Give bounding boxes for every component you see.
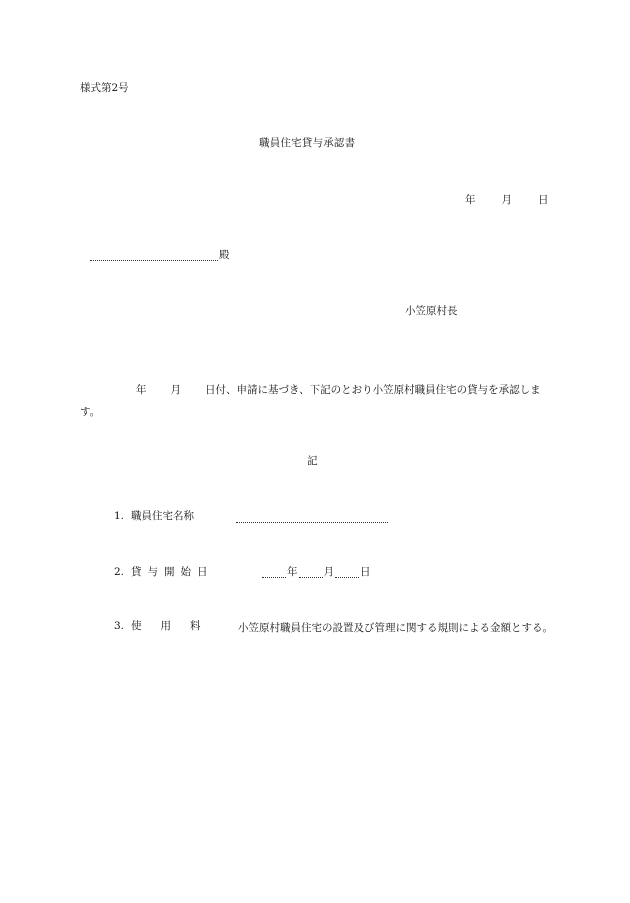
item-2-label-char: 開: [164, 566, 175, 578]
item-2-day-label: 日: [360, 566, 371, 578]
item-2-year-blank: [262, 569, 286, 578]
date-year-label: 年: [465, 194, 476, 206]
ki-heading: 記: [307, 455, 318, 467]
item-2-day-blank: [335, 569, 359, 578]
item-2-month-blank: [299, 569, 323, 578]
item-3-number: 3.: [114, 620, 125, 632]
item-3-label-char: 料: [190, 620, 201, 632]
statement-month-label: 月: [170, 384, 181, 396]
item-2-label-char: 日: [197, 566, 208, 578]
date-day-label: 日: [538, 194, 549, 206]
addressee-suffix: 殿: [219, 249, 230, 261]
item-2-label-char: 貸: [131, 566, 142, 578]
item-1-number: 1.: [114, 510, 125, 522]
document-title: 職員住宅貸与承認書: [259, 137, 356, 149]
statement-text: 日付、申請に基づき、下記のとおり小笠原村職員住宅の貸与を承認します。: [80, 384, 541, 418]
date-month-label: 月: [501, 194, 512, 206]
item-2-label-char: 始: [180, 566, 191, 578]
item-2-date: [261, 567, 371, 578]
item-3-value: 小笠原村職員住宅の設置及び管理に関する規則による金額とする。: [238, 622, 553, 634]
item-1-blank: [236, 514, 388, 523]
item-3-label: [131, 621, 201, 632]
item-3-label-char: 用: [160, 620, 171, 632]
form-number: 様式第2号: [80, 82, 129, 94]
item-2-number: 2.: [114, 566, 125, 578]
item-2-label-char: 与: [147, 566, 158, 578]
approval-statement: [80, 379, 555, 423]
item-1-label: 職員住宅名称: [131, 510, 194, 522]
statement-year-label: 年: [136, 384, 147, 396]
issuer-name: 小笠原村長: [405, 305, 458, 317]
item-2-label: [131, 567, 208, 578]
addressee-blank: [90, 252, 218, 261]
issue-date-line: [465, 195, 549, 206]
item-2-year-label: 年: [287, 566, 298, 578]
addressee-line: [90, 250, 230, 261]
item-3-label-char: 使: [131, 620, 142, 632]
item-2-month-label: 月: [323, 566, 334, 578]
